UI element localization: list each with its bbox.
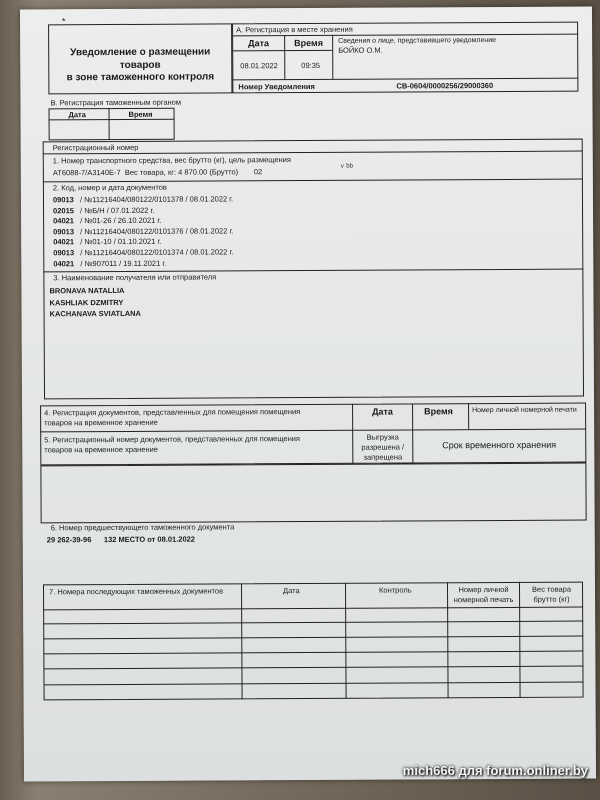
field1-label: 1. Номер транспортного средства, вес брутто (кг), цель размещения (52, 155, 291, 166)
list-item: KASHLIAK DZMITRY (49, 297, 124, 307)
cargo-weight: Вес товара, кг: 4 870.00 (Брутто) (124, 167, 239, 177)
forum-watermark: mich666 для forum.onliner.by (402, 763, 588, 778)
list-item: 04021 / №01-10 / 01.10.2021 г. (53, 237, 162, 247)
reg-number-label: Регистрационный номер (52, 142, 139, 153)
notification-number: СВ-0604/0000256/29000360 (396, 81, 494, 91)
title-line-2: в зоне таможенного контроля (66, 71, 215, 84)
col-weight-header: Вес товара брутто (кг) (532, 584, 572, 604)
section-b-time-label: Время (128, 109, 153, 119)
list-item: KACHANAVA SVIATLANA (49, 308, 141, 319)
col-control-header: Контроль (379, 585, 412, 595)
list-item: 09013 / №11216404/080122/0101374 / 08.01.2022 г. (53, 247, 234, 258)
col-date-header: Дата (283, 586, 300, 596)
blank-area (40, 463, 586, 524)
handwritten-mark: ᵛ ᵇᵇ (340, 161, 354, 172)
unload-line-1: Выгрузка (366, 432, 399, 442)
title-box (48, 23, 232, 94)
document-title (49, 46, 231, 84)
corner-mark: * (62, 16, 66, 27)
vehicle-number: AT6088-7/A3140E-7 (52, 167, 121, 178)
person-name: БОЙКО О.М. (338, 45, 383, 55)
field4-label-line1: 4. Регистрация документов, представленных для помещения помещения (44, 407, 301, 418)
list-item: 09013 / №11216404/080122/0101378 / 08.01.2022 г. (52, 194, 234, 205)
list-item: 04021 / №907011 / 19.11.2021 г. (53, 258, 167, 268)
section-a-time: 09:35 (301, 60, 321, 71)
placement-purpose: 02 (253, 167, 263, 177)
section-a-date-label: Дата (248, 38, 270, 49)
unload-line-2: разрешена / (361, 442, 405, 452)
list-item: 04021 / №01-26 / 26.10.2021 г. (53, 215, 162, 226)
field4-date-label: Дата (372, 406, 393, 417)
storage-term-label: Срок временного хранения (442, 439, 557, 451)
field4-time-label: Время (424, 406, 453, 417)
section-a-date: 08.01.2022 (240, 61, 278, 71)
field6-label: 6. Номер предшествующего таможенного документа (50, 522, 235, 533)
documents-list (53, 194, 234, 269)
field4-label-line2: товаров на временное хранение (44, 417, 158, 428)
notification-number-label: Номер Уведомления (238, 81, 315, 92)
unload-line-3: запрещена (363, 452, 403, 462)
section-b-box (49, 108, 175, 141)
person-label: Сведения о лице, представившего уведомление (338, 37, 497, 45)
section-a-time-label: Время (294, 37, 323, 49)
field3-label: 3. Наименование получателя или отправителя (53, 272, 217, 283)
previous-document-number: 29 262-39-96 132 МЕСТО от 08.01.2022 (46, 534, 195, 545)
col-seal-header: Номер личной номерной печать (453, 584, 514, 605)
section-b-label: В. Регистрация таможенным органом (50, 97, 182, 108)
list-item: BRONAVA NATALLIA (49, 285, 125, 296)
title-line-1: Уведомление о размещении товаров (70, 46, 211, 71)
list-item: 09013 / №11216404/080122/0101376 / 08.01.2022 г. (53, 226, 234, 237)
field5-label-line1: 5. Регистрационный номер документов, представленных для помещения (44, 434, 300, 445)
field5-label-line2: товаров на временное хранение (44, 444, 158, 455)
section-b-date-label: Дата (68, 110, 86, 120)
field4-seal-label: Номер личной номерной печати (472, 406, 577, 415)
field7-label: 7. Номера последующих таможенных документов (49, 586, 224, 597)
customs-notification-document (20, 7, 596, 782)
field2-label: 2. Код, номер и дата документов (52, 182, 167, 193)
list-item: 02015 / №Б/Н / 07.01.2022 г. (53, 205, 155, 215)
recipients-list (49, 285, 141, 320)
unload-status (353, 432, 412, 462)
section-a-label: А. Регистрация в месте хранения (236, 24, 353, 35)
